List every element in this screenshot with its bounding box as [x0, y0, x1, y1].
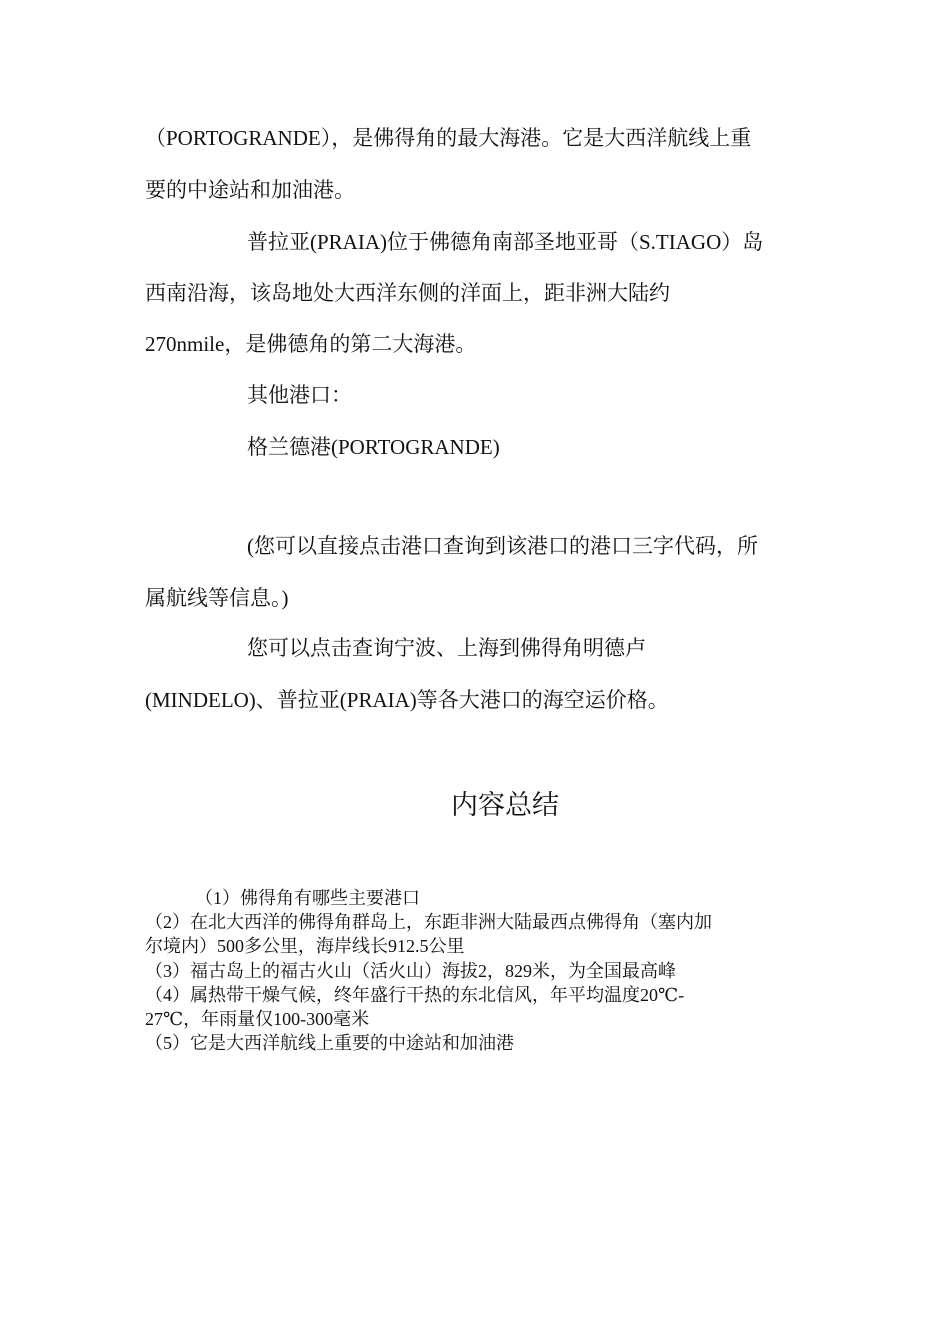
summary-item: 27℃，年雨量仅100-300毫米	[145, 1009, 370, 1029]
paragraph-line: (您可以直接点击港口查询到该港口的港口三字代码，所	[247, 534, 758, 558]
summary-item: （4）属热带干燥气候，终年盛行干热的东北信风，年平均温度20℃-	[145, 985, 685, 1005]
summary-item: （1）佛得角有哪些主要港口	[195, 888, 420, 908]
port-link[interactable]: 格兰德港(PORTOGRANDE)	[247, 435, 500, 459]
freight-link[interactable]: (MINDELO)、普拉亚(PRAIA)等各大港口的海空运价格。	[145, 688, 669, 712]
summary-item: 尔境内）500多公里，海岸线长912.5公里	[145, 936, 465, 956]
summary-heading: 内容总结	[451, 790, 559, 821]
summary-item: （3）福古岛上的福古火山（活火山）海拔2，829米，为全国最高峰	[145, 961, 676, 981]
summary-item: （2）在北大西洋的佛得角群岛上，东距非洲大陆最西点佛得角（塞内加	[145, 912, 712, 932]
paragraph-line: 要的中途站和加油港。	[145, 178, 355, 202]
paragraph-line: 270nmile，是佛德角的第二大海港。	[145, 332, 477, 356]
paragraph-line: （PORTOGRANDE），是佛得角的最大海港。它是大西洋航线上重	[145, 126, 752, 150]
paragraph-line: 您可以点击查询宁波、上海到佛得角明德卢	[247, 636, 646, 660]
summary-item: （5）它是大西洋航线上重要的中途站和加油港	[145, 1033, 514, 1053]
paragraph-line: 西南沿海，该岛地处大西洋东侧的洋面上，距非洲大陆约	[145, 281, 670, 305]
paragraph-line: 其他港口：	[247, 383, 352, 407]
paragraph-line: 属航线等信息。)	[145, 586, 289, 610]
paragraph-line: 普拉亚(PRAIA)位于佛德角南部圣地亚哥（S.TIAGO）岛	[247, 230, 764, 254]
